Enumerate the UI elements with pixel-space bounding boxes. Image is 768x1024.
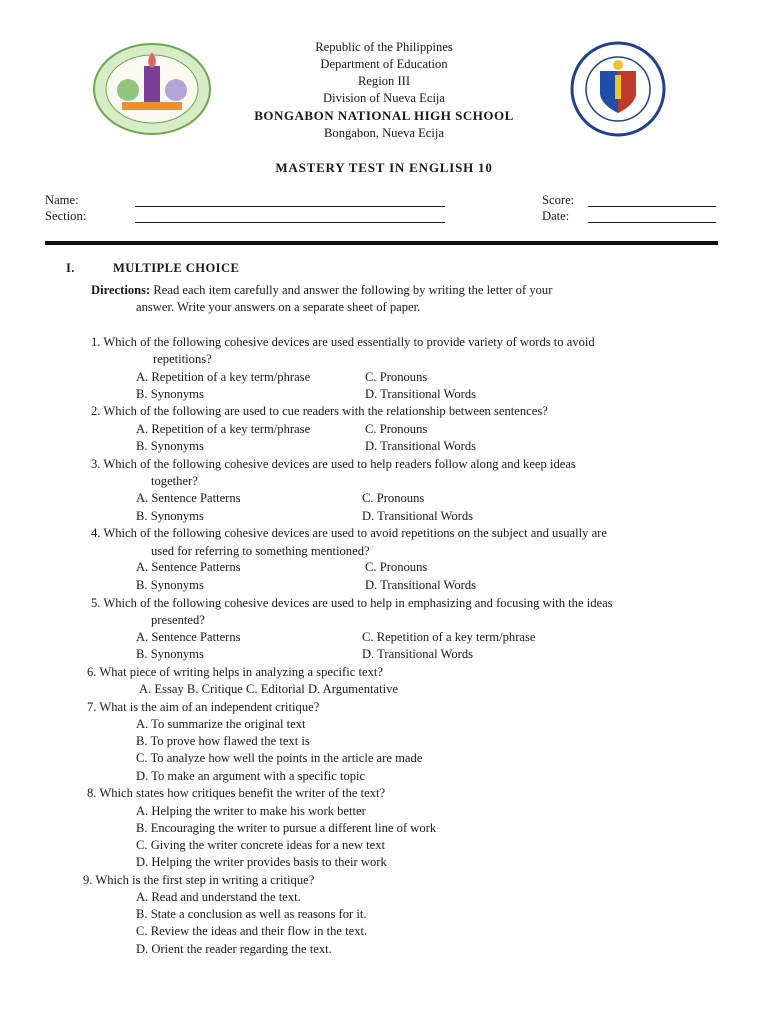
header-line-4: Division of Nueva Ecija <box>322 91 446 105</box>
school-address: Bongabon, Nueva Ecija <box>324 126 444 140</box>
question-9-choice-b: B. State a conclusion as well as reasons for it. <box>136 907 367 921</box>
name-field[interactable] <box>135 206 445 207</box>
question-5-choice-d: D. Transitional Words <box>362 647 474 661</box>
section-number: I. <box>66 261 75 275</box>
question-5-stem-cont: presented? <box>151 613 205 627</box>
question-8-choice-a: A. Helping the writer to make his work better <box>136 804 366 818</box>
directions <box>91 283 552 298</box>
question-3-choice-c: C. Pronouns <box>362 491 425 505</box>
score-field[interactable] <box>588 206 716 207</box>
question-3-stem-cont: together? <box>151 474 198 488</box>
question-2-choice-c: C. Pronouns <box>365 422 428 436</box>
question-5-choice-b: B. Synonyms <box>136 647 204 661</box>
score-label: Score: <box>542 193 575 207</box>
question-1-stem-cont: repetitions? <box>153 352 212 366</box>
section-heading: MULTIPLE CHOICE <box>113 261 240 275</box>
school-name: BONGABON NATIONAL HIGH SCHOOL <box>254 108 514 123</box>
question-8-stem: 8. Which states how critiques benefit the writer of the text? <box>87 786 386 800</box>
question-8-choice-b: B. Encouraging the writer to pursue a different line of work <box>136 821 437 835</box>
question-8-choice-d: D. Helping the writer provides basis to their work <box>136 855 387 869</box>
question-2-choice-a: A. Repetition of a key term/phrase <box>136 422 311 436</box>
header-line-2: Department of Education <box>320 57 448 71</box>
question-7-choice-a: A. To summarize the original text <box>136 717 306 731</box>
header-line-3: Region III <box>357 74 411 88</box>
question-7-choice-c: C. To analyze how well the points in the article are made <box>136 751 423 765</box>
question-3-choice-a: A. Sentence Patterns <box>136 491 241 505</box>
question-1-choice-c: C. Pronouns <box>365 370 428 384</box>
question-3-choice-b: B. Synonyms <box>136 509 204 523</box>
question-1-choice-b: B. Synonyms <box>136 387 204 401</box>
question-8-choice-c: C. Giving the writer concrete ideas for a new text <box>136 838 385 852</box>
name-label: Name: <box>45 193 79 207</box>
question-4-choice-a: A. Sentence Patterns <box>136 560 241 574</box>
question-2-stem: 2. Which of the following are used to cue readers with the relationship between sentences? <box>91 404 548 418</box>
date-field[interactable] <box>588 222 716 223</box>
question-1-choice-d: D. Transitional Words <box>365 387 477 401</box>
directions-label: Directions: <box>91 283 151 297</box>
question-4-choice-b: B. Synonyms <box>136 578 204 592</box>
question-6-stem: 6. What piece of writing helps in analyzing a specific text? <box>87 665 383 679</box>
question-5-choice-c: C. Repetition of a key term/phrase <box>362 630 536 644</box>
header-line-1: Republic of the Philippines <box>315 40 453 54</box>
test-title: MASTERY TEST IN ENGLISH 10 <box>275 160 493 175</box>
header-divider <box>45 241 718 245</box>
directions-text-2: answer. Write your answers on a separate sheet of paper. <box>136 300 421 314</box>
question-4-choice-c: C. Pronouns <box>365 560 428 574</box>
question-9-choice-c: C. Review the ideas and their flow in the text. <box>136 924 368 938</box>
question-4-stem: 4. Which of the following cohesive devices are used to avoid repetitions on the subject and usually are <box>91 526 607 540</box>
question-9-stem: 9. Which is the first step in writing a critique? <box>83 873 315 887</box>
question-6-choices: A. Essay B. Critique C. Editorial D. Argumentative <box>139 682 398 696</box>
directions-text-1: Read each item carefully and answer the following by writing the letter of your <box>153 283 553 297</box>
question-3-choice-d: D. Transitional Words <box>362 509 474 523</box>
question-4-choice-d: D. Transitional Words <box>365 578 477 592</box>
section-label: Section: <box>45 209 87 223</box>
question-1-choice-a: A. Repetition of a key term/phrase <box>136 370 311 384</box>
question-5-stem: 5. Which of the following cohesive devices are used to help in emphasizing and focusing with the ideas <box>91 596 613 610</box>
question-4-stem-cont: used for referring to something mentioned? <box>151 544 370 558</box>
question-7-stem: 7. What is the aim of an independent critique? <box>87 700 320 714</box>
question-3-stem: 3. Which of the following cohesive devices are used to help readers follow along and keep ideas <box>91 457 576 471</box>
question-7-choice-d: D. To make an argument with a specific topic <box>136 769 366 783</box>
question-1-stem: 1. Which of the following cohesive devices are used essentially to provide variety of words to avoid <box>91 335 595 349</box>
question-7-choice-b: B. To prove how flawed the text is <box>136 734 310 748</box>
date-label: Date: <box>542 209 570 223</box>
question-2-choice-b: B. Synonyms <box>136 439 204 453</box>
section-field[interactable] <box>135 222 445 223</box>
question-9-choice-d: D. Orient the reader regarding the text. <box>136 942 332 956</box>
question-5-choice-a: A. Sentence Patterns <box>136 630 241 644</box>
question-9-choice-a: A. Read and understand the text. <box>136 890 301 904</box>
question-2-choice-d: D. Transitional Words <box>365 439 477 453</box>
